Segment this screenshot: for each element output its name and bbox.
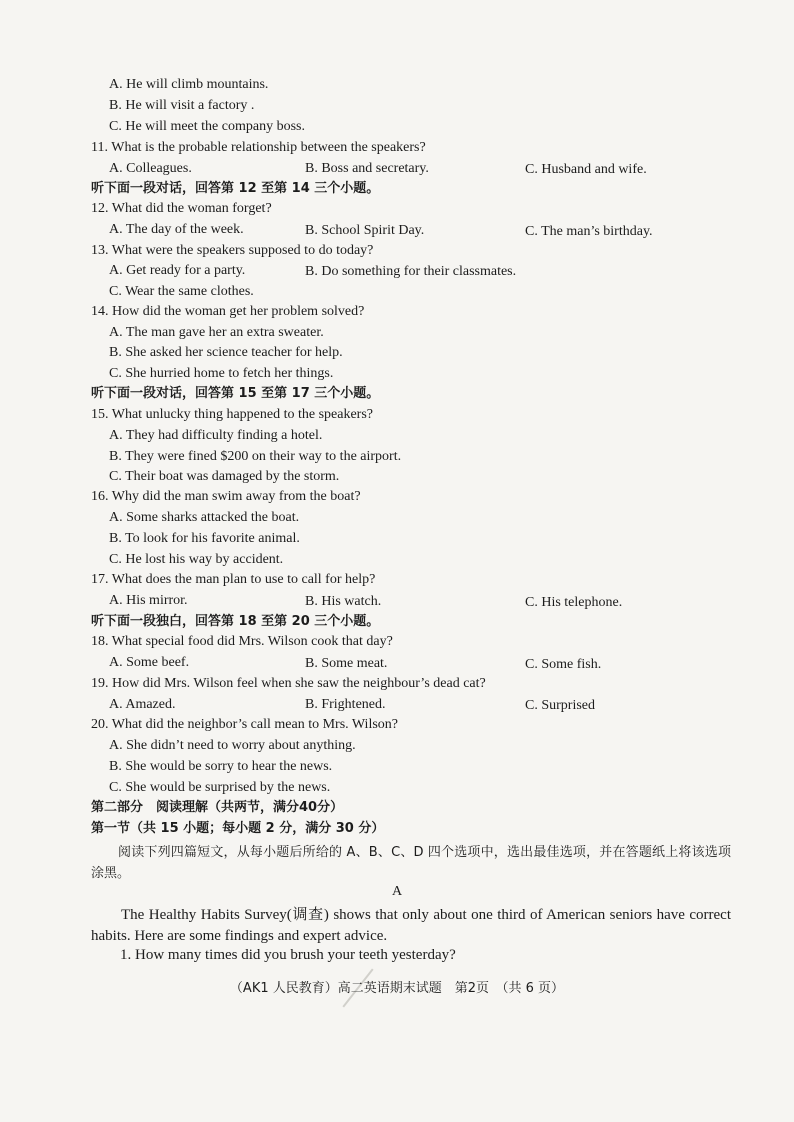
- q11-stem: 11. What is the probable relationship between the speakers?: [91, 140, 426, 155]
- q18-stem: 18. What special food did Mrs. Wilson cook that day?: [91, 634, 393, 649]
- q15-option-b: B. They were fined $200 on their way to the airport.: [109, 449, 402, 464]
- q16-stem: 16. Why did the man swim away from the boat?: [91, 489, 361, 504]
- q15-option-c: C. Their boat was damaged by the storm.: [109, 469, 340, 484]
- q11-option-b: B. Boss and secretary.: [305, 161, 429, 176]
- section-one-title: 第一节（共 15 小题；每小题 2 分，满分 30 分）: [91, 821, 385, 836]
- q16-option-a: A. Some sharks attacked the boat.: [109, 510, 300, 525]
- q13-stem: 13. What were the speakers supposed to do today?: [91, 243, 374, 258]
- q16-option-c: C. He lost his way by accident.: [109, 552, 284, 567]
- reading-instructions: 阅读下列四篇短文，从每小题后所给的 A、B、C、D 四个选项中，选出最佳选项，并在答题纸上将该选项涂黑。: [91, 845, 731, 881]
- instruction-15-17: 听下面一段对话，回答第 15 至第 17 三个小题。: [91, 386, 380, 401]
- q11-option-a: A. Colleagues.: [109, 161, 192, 176]
- part-two-title: 第二部分 阅读理解（共两节，满分40分）: [91, 800, 344, 815]
- q18-option-c: C. Some fish.: [525, 657, 602, 672]
- q12-option-c: C. The man’s birthday.: [525, 224, 653, 239]
- q13-option-a: A. Get ready for a party.: [109, 263, 246, 278]
- q11-option-c: C. Husband and wife.: [525, 162, 647, 177]
- q20-stem: 20. What did the neighbor’s call mean to Mrs. Wilson?: [91, 717, 398, 732]
- q15-option-a: A. They had difficulty finding a hotel.: [109, 428, 323, 443]
- q17-stem: 17. What does the man plan to use to call for help?: [91, 572, 376, 587]
- q17-option-c: C. His telephone.: [525, 595, 623, 610]
- passage-label: A: [391, 884, 403, 899]
- q12-option-b: B. School Spirit Day.: [305, 223, 425, 238]
- q10-option-a: A. He will climb mountains.: [109, 77, 269, 92]
- q19-option-c: C. Surprised: [525, 698, 595, 713]
- q18-option-a: A. Some beef.: [109, 655, 190, 670]
- instruction-18-20: 听下面一段独白，回答第 18 至第 20 三个小题。: [91, 614, 380, 629]
- q13-option-b: B. Do something for their classmates.: [305, 264, 517, 279]
- q18-option-b: B. Some meat.: [305, 656, 388, 671]
- q14-option-c: C. She hurried home to fetch her things.: [109, 366, 334, 381]
- q12-stem: 12. What did the woman forget?: [91, 201, 272, 216]
- q19-option-b: B. Frightened.: [305, 697, 386, 712]
- q20-option-a: A. She didn’t need to worry about anything.: [109, 738, 356, 753]
- q14-option-a: A. The man gave her an extra sweater.: [109, 325, 324, 340]
- q14-stem: 14. How did the woman get her problem solved?: [91, 304, 365, 319]
- instruction-12-14: 听下面一段对话，回答第 12 至第 14 三个小题。: [91, 181, 380, 196]
- q15-stem: 15. What unlucky thing happened to the speakers?: [91, 407, 373, 422]
- q20-option-c: C. She would be surprised by the news.: [109, 780, 331, 795]
- passage-paragraph-1: The Healthy Habits Survey(调查) shows that only about one third of American seniors have correct habits. Here are some findings and expert advice.: [91, 907, 731, 944]
- passage-item-1: 1. How many times did you brush your teeth yesterday?: [120, 947, 456, 963]
- q17-option-a: A. His mirror.: [109, 593, 188, 608]
- q12-option-a: A. The day of the week.: [109, 222, 244, 237]
- q13-option-c: C. Wear the same clothes.: [109, 284, 254, 299]
- q17-option-b: B. His watch.: [305, 594, 382, 609]
- q10-option-b: B. He will visit a factory .: [109, 98, 255, 113]
- q10-option-c: C. He will meet the company boss.: [109, 119, 305, 134]
- q16-option-b: B. To look for his favorite animal.: [109, 531, 300, 546]
- q19-stem: 19. How did Mrs. Wilson feel when she saw the neighbour’s dead cat?: [91, 676, 486, 691]
- q14-option-b: B. She asked her science teacher for help.: [109, 345, 343, 360]
- q20-option-b: B. She would be sorry to hear the news.: [109, 759, 333, 774]
- q19-option-a: A. Amazed.: [109, 697, 176, 712]
- page-footer: （AK1 人民教育）高二英语期末试题 第2页 （共 6 页）: [229, 981, 565, 996]
